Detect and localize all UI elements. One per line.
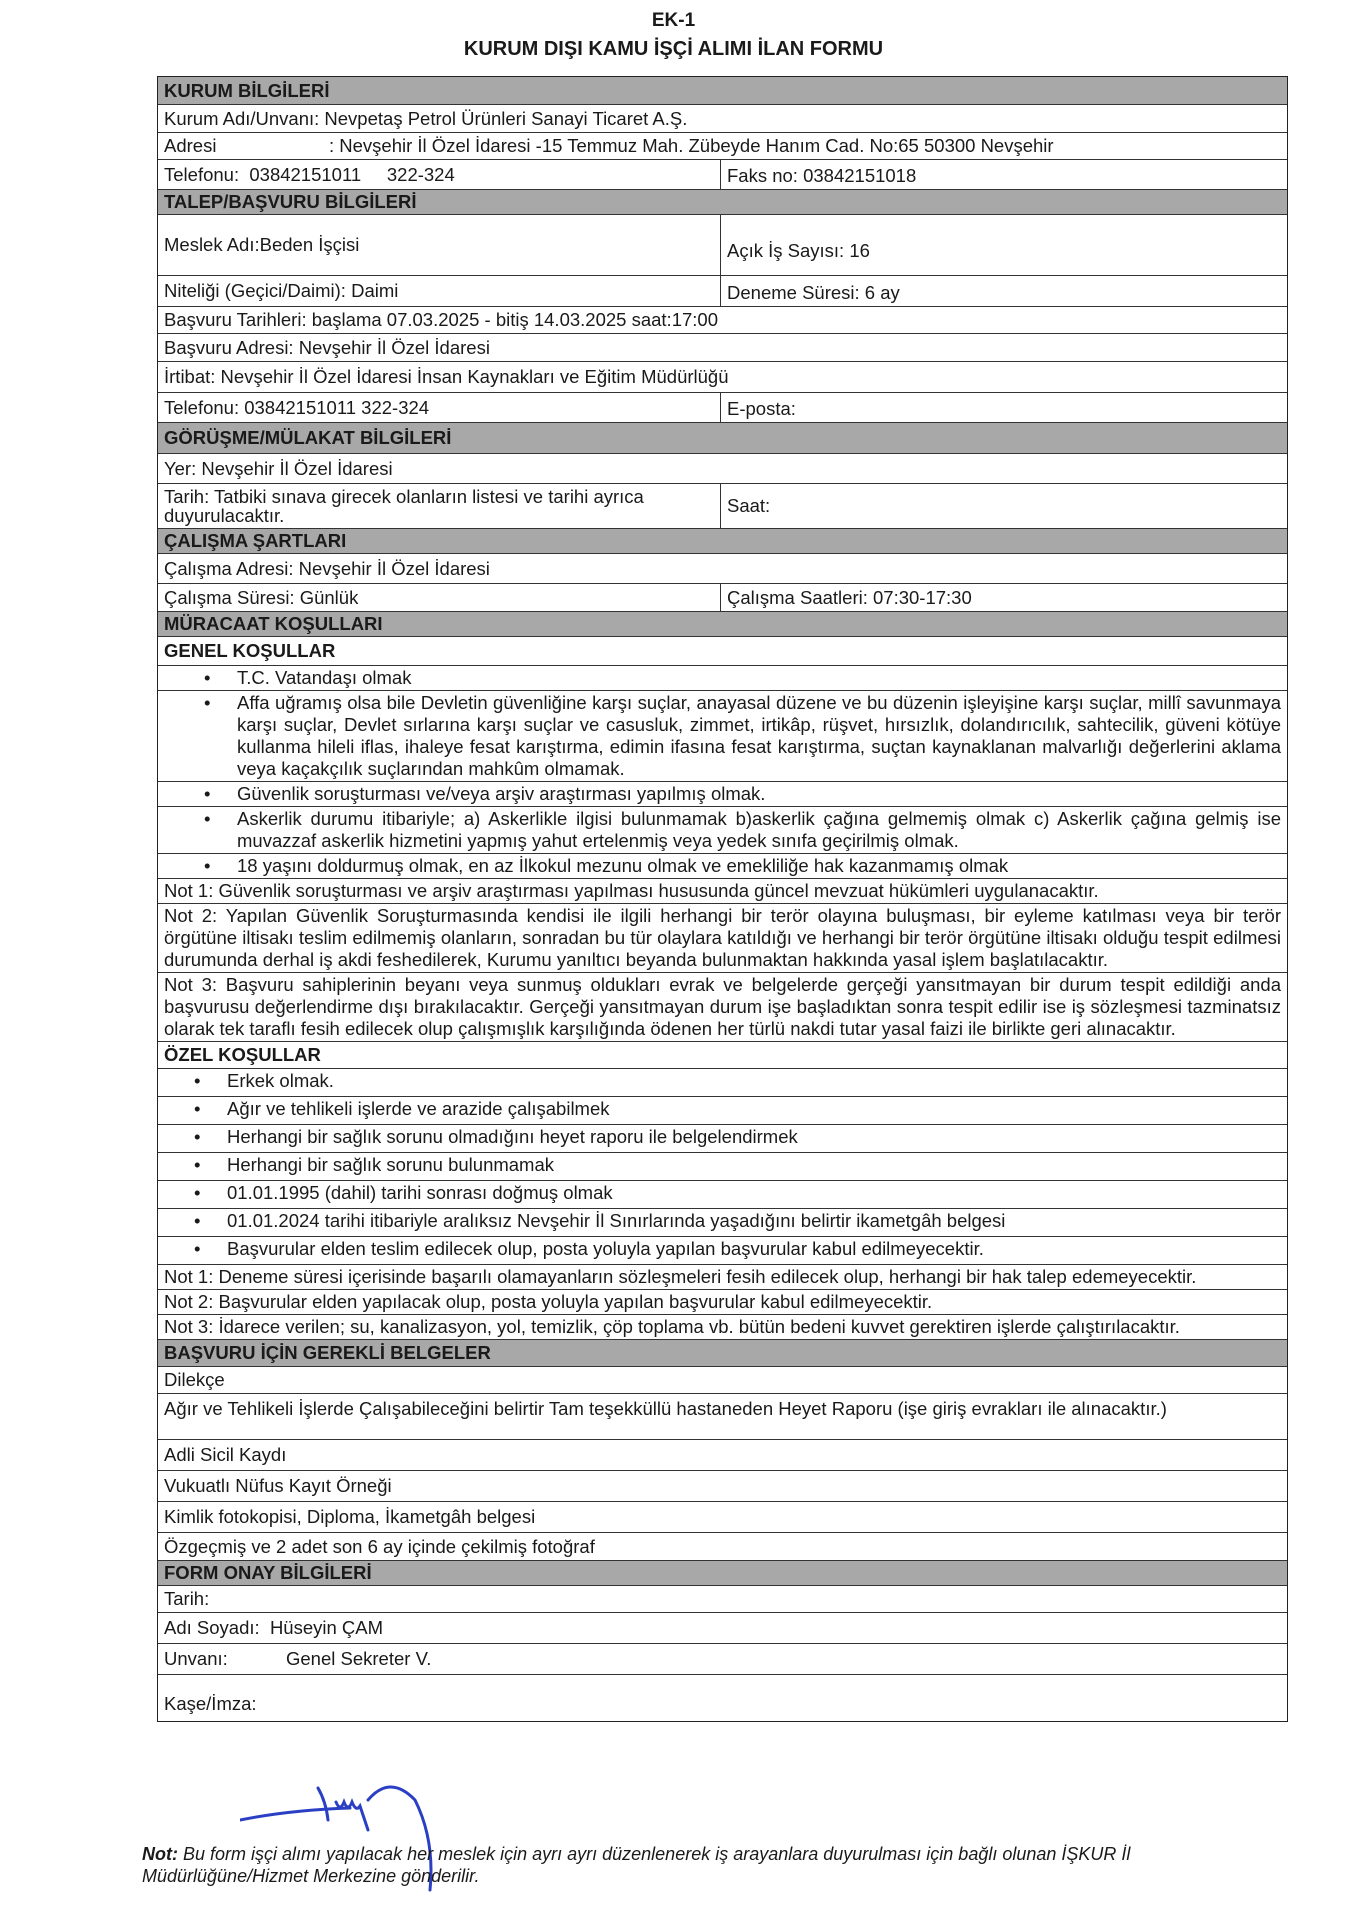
- application-address: Başvuru Adresi: Nevşehir İl Özel İdaresi: [164, 336, 490, 358]
- ozel-header: [158, 1042, 1287, 1069]
- note-row: [158, 879, 1287, 904]
- apply-address-row: [158, 334, 1287, 362]
- profession-row: [158, 215, 1287, 276]
- work-address: Çalışma Adresi: Nevşehir İl Özel İdaresi: [164, 557, 490, 579]
- approver-name-row: [158, 1613, 1287, 1644]
- condition-text: 01.01.2024 tarihi itibariyle aralıksız Nevşehir İl Sınırlarında yaşadığını belirtir ikametgâh belgesi: [227, 1210, 1006, 1231]
- note-text: Not 1: Deneme süresi içerisinde başarılı olamayanların sözleşmeleri fesih edilecek olup, herhangi bir hak talep edemeyecektir.: [164, 1266, 1197, 1287]
- subsection-title: GENEL KOŞULLAR: [164, 640, 336, 661]
- kurum-address-cell: [158, 133, 1287, 159]
- section-title: FORM ONAY BİLGİLERİ: [164, 1562, 372, 1583]
- approver-title-cell: [158, 1644, 1287, 1674]
- document-item: [158, 1533, 1287, 1561]
- section-title: MÜRACAAT KOŞULLARI: [164, 613, 383, 634]
- kurum-address: : Nevşehir İl Özel İdaresi -15 Temmuz Mah. Zübeyde Hanım Cad. No:65 50300 Nevşehir: [329, 135, 1054, 156]
- approver-title: Genel Sekreter V.: [286, 1648, 432, 1669]
- note-row: [158, 1265, 1287, 1290]
- kurum-name-row: [158, 105, 1287, 133]
- list-item: [158, 666, 1287, 691]
- section-title: ÇALIŞMA ŞARTLARI: [164, 530, 347, 551]
- section-title: GÖRÜŞME/MÜLAKAT BİLGİLERİ: [164, 427, 452, 448]
- list-item: [158, 691, 1287, 782]
- section-title: BAŞVURU İÇİN GEREKLİ BELGELER: [164, 1342, 491, 1363]
- document-text: Kimlik fotokopisi, Diploma, İkametgâh belgesi: [164, 1506, 536, 1527]
- document-text: Adli Sicil Kaydı: [164, 1444, 287, 1465]
- work-duration: Çalışma Süresi: Günlük: [158, 584, 721, 611]
- condition-text: Askerlik durumu itibariyle; a) Askerlikle ilgisi bulunmamak b)askerlik çağına gelmemiş olmak c) Askerlik çağına gelmiş ise muvazzaf askerlik hizmetini yapmış yahut ertelenmiş veya yedek sınıfa geçirilmiş olmak.: [237, 808, 1281, 851]
- approver-name: Hüseyin ÇAM: [269, 1617, 384, 1638]
- document-item: [158, 1502, 1287, 1533]
- list-item: [158, 782, 1287, 807]
- note-text: Not 2: Yapılan Güvenlik Soruşturmasında kendisi ile ilgili herhangi bir terör olayına buluşması, bir eyleme katılması veya bir terör örgütüne iltisakı teslim edilmemiş olanların, sonradan bu tür olaylara katıldığı ve herhangi bir terör örgütüne iltisakı olduğu tespit edilmesi durumunda derhal iş akdi feshedilerek, Kurumu yanıltıcı beyanda bulunmaktan hakkında yasal işlem başlatılacaktır.: [164, 905, 1281, 970]
- section-gorusme-header: [158, 423, 1287, 454]
- section-talep-header: [158, 190, 1287, 215]
- section-onay-header: [158, 1561, 1287, 1586]
- condition-text: Herhangi bir sağlık sorunu bulunmamak: [227, 1154, 555, 1175]
- footnote: [142, 1843, 1262, 1887]
- document-text: Ağır ve Tehlikeli İşlerde Çalışabileceğini belirtir Tam teşekküllü hastaneden Heyet Raporu (işe giriş evrakları ile alınacaktır.): [164, 1398, 1167, 1419]
- trial-period: Deneme Süresi: 6 ay: [727, 282, 900, 303]
- list-item: [158, 1097, 1287, 1125]
- form-title: KURUM DIŞI KAMU İŞÇİ ALIMI İLAN FORMU: [463, 38, 884, 60]
- bullet-icon: •: [194, 1098, 201, 1119]
- condition-text: Güvenlik soruşturması ve/veya arşiv araştırması yapılmış olmak.: [237, 783, 766, 804]
- document-text: Özgeçmiş ve 2 adet son 6 ay içinde çekilmiş fotoğraf: [164, 1535, 595, 1557]
- kurum-fax: Faks no: 03842151018: [727, 165, 917, 186]
- contact-row: [158, 362, 1287, 393]
- work-address-row: [158, 554, 1287, 584]
- note-text: Not 2: Başvurular elden yapılacak olup, posta yoluyla yapılan başvurular kabul edilmeyecektir.: [164, 1291, 933, 1312]
- kurum-address-row: [158, 133, 1287, 160]
- bullet-icon: •: [194, 1154, 201, 1175]
- condition-text: Erkek olmak.: [227, 1070, 334, 1091]
- bullet-icon: •: [194, 1238, 201, 1259]
- genel-header: [158, 637, 1287, 666]
- document-item: [158, 1440, 1287, 1471]
- interview-place-row: [158, 454, 1287, 484]
- note-row: [158, 973, 1287, 1042]
- title-label: Unvanı:: [164, 1648, 228, 1669]
- section-title: KURUM BİLGİLERİ: [164, 79, 330, 101]
- application-dates: Başvuru Tarihleri: başlama 07.03.2025 - bitiş 14.03.2025 saat:17:00: [164, 309, 718, 330]
- condition-text: 18 yaşını doldurmuş olmak, en az İlkokul mezunu olmak ve emekliliğe hak kazanmamış olmak: [237, 855, 1009, 876]
- kurum-name: Kurum Adı/Unvanı: Nevpetaş Petrol Ürünleri Sanayi Ticaret A.Ş.: [164, 107, 688, 129]
- note-row: [158, 904, 1287, 973]
- condition-text: 01.01.1995 (dahil) tarihi sonrası doğmuş olmak: [227, 1182, 613, 1203]
- condition-text: Ağır ve tehlikeli işlerde ve arazide çalışabilmek: [227, 1098, 610, 1119]
- section-belgeler-header: [158, 1340, 1287, 1367]
- note-text: Not 3: Başvuru sahiplerinin beyanı veya sunmuş oldukları evrak ve belgelerde gerçeği yansıtmayan bir durum tespit edildiği anda başvurusu değerlendirme dışı bırakılacaktır. Gerçeği yansıtmayan durum işe başladıktan sonra tespit edilir ise iş sözleşmesi tazminatsız olarak tek taraflı fesih edilecek olup çalışmışlık karşılığında ödenen her türlü nakdi tutar yasal faizi ile birlikte geri alınacaktır.: [164, 974, 1281, 1039]
- note-text: Not 3: İdarece verilen; su, kanalizasyon, yol, temizlik, çöp toplama vb. bütün bedeni kuvvet gerektiren işlerde çalıştırılacaktır.: [164, 1316, 1180, 1337]
- kurum-phone: Telefonu: 03842151011 322-324: [158, 160, 721, 189]
- talep-phone: Telefonu: 03842151011 322-324: [158, 393, 721, 422]
- name-label: Adı Soyadı:: [164, 1617, 260, 1638]
- profession: Meslek Adı:Beden İşçisi: [158, 215, 721, 275]
- contact: İrtibat: Nevşehir İl Özel İdaresi İnsan Kaynakları ve Eğitim Müdürlüğü: [164, 366, 729, 387]
- approver-name-cell: [158, 1613, 1287, 1643]
- document-text: Dilekçe: [164, 1369, 225, 1390]
- note-row: [158, 1315, 1287, 1340]
- list-item: [158, 807, 1287, 854]
- bullet-icon: •: [194, 1070, 201, 1091]
- interview-date-row: [158, 484, 1287, 529]
- bullet-icon: •: [204, 783, 211, 804]
- document-text: Vukuatlı Nüfus Kayıt Örneği: [164, 1475, 392, 1496]
- section-kurum-header: [158, 77, 1287, 105]
- interview-date: Tarih: Tatbiki sınava girecek olanların listesi ve tarihi ayrıca duyurulacaktır.: [158, 484, 721, 528]
- kurum-phone-row: [158, 160, 1287, 190]
- bullet-icon: •: [204, 855, 211, 876]
- interview-place: Yer: Nevşehir İl Özel İdaresi: [164, 457, 393, 479]
- list-item: [158, 1153, 1287, 1181]
- note-row: [158, 1290, 1287, 1315]
- interview-time: Saat:: [727, 495, 771, 516]
- note-text: Not 1: Güvenlik soruşturması ve arşiv araştırması yapılması hususunda güncel mevzuat hükümleri uygulanacaktır.: [164, 880, 1099, 901]
- email: E-posta:: [727, 398, 796, 419]
- bullet-icon: •: [194, 1182, 201, 1203]
- stamp-signature-row: [158, 1675, 1287, 1721]
- work-hours: Çalışma Saatleri: 07:30-17:30: [727, 587, 972, 608]
- bullet-icon: •: [194, 1210, 201, 1231]
- condition-text: T.C. Vatandaşı olmak: [237, 667, 412, 688]
- stamp-label: Kaşe/İmza:: [164, 1693, 257, 1714]
- list-item: [158, 1125, 1287, 1153]
- bullet-icon: •: [204, 667, 211, 688]
- document-item: [158, 1367, 1287, 1394]
- document-item: [158, 1394, 1287, 1440]
- nature-row: [158, 276, 1287, 307]
- section-title: TALEP/BAŞVURU BİLGİLERİ: [164, 191, 417, 212]
- footnote-label: Not:: [142, 1844, 178, 1864]
- list-item: [158, 1069, 1287, 1097]
- bullet-icon: •: [204, 808, 211, 829]
- condition-text: Herhangi bir sağlık sorunu olmadığını heyet raporu ile belgelendirmek: [227, 1126, 798, 1147]
- document-item: [158, 1471, 1287, 1502]
- dates-row: [158, 307, 1287, 334]
- list-item: [158, 854, 1287, 879]
- address-label: Adresi: [164, 135, 217, 156]
- nature: Niteliği (Geçici/Daimi): Daimi: [158, 276, 721, 306]
- work-duration-row: [158, 584, 1287, 612]
- subsection-title: ÖZEL KOŞULLAR: [164, 1044, 321, 1065]
- condition-text: Affa uğramış olsa bile Devletin güvenliğine karşı suçlar, anayasal düzene ve bu düzenin işleyişine karşı suçlar, millî savunmaya karşı suçlar, Devlet sırlarına karşı suçlar ve casusluk, zimmet, irtikâp, rüşvet, hırsızlık, dolandırıcılık, sahtecilik, güveni kötüye kullanma hileli iflas, ihaleye fesat karıştırma, edimin ifasına fesat karıştırma, suçtan kaynaklanan malvarlığı değerlerini aklama veya kaçakçılık suçlarından mahkûm olmamak.: [237, 692, 1281, 779]
- section-calisma-header: [158, 529, 1287, 554]
- talep-phone-row: [158, 393, 1287, 423]
- approval-date-row: [158, 1586, 1287, 1613]
- condition-text: Başvurular elden teslim edilecek olup, posta yoluyla yapılan başvurular kabul edilmeyecektir.: [227, 1238, 984, 1259]
- list-item: [158, 1181, 1287, 1209]
- approval-date: Tarih:: [164, 1588, 210, 1609]
- approver-title-row: [158, 1644, 1287, 1675]
- bullet-icon: •: [204, 692, 211, 713]
- bullet-icon: •: [194, 1126, 201, 1147]
- annex-label: EK-1: [651, 10, 696, 31]
- section-muracaat-header: [158, 612, 1287, 637]
- list-item: [158, 1237, 1287, 1265]
- footnote-text: Bu form işçi alımı yapılacak her meslek için ayrı ayrı düzenlenerek iş arayanlara duyurulması için bağlı olunan İŞKUR İl Müdürlüğüne/Hizmet Merkezine gönderilir.: [142, 1844, 1131, 1886]
- announcement-form: [157, 76, 1288, 1722]
- list-item: [158, 1209, 1287, 1237]
- open-positions: Açık İş Sayısı: 16: [727, 240, 870, 261]
